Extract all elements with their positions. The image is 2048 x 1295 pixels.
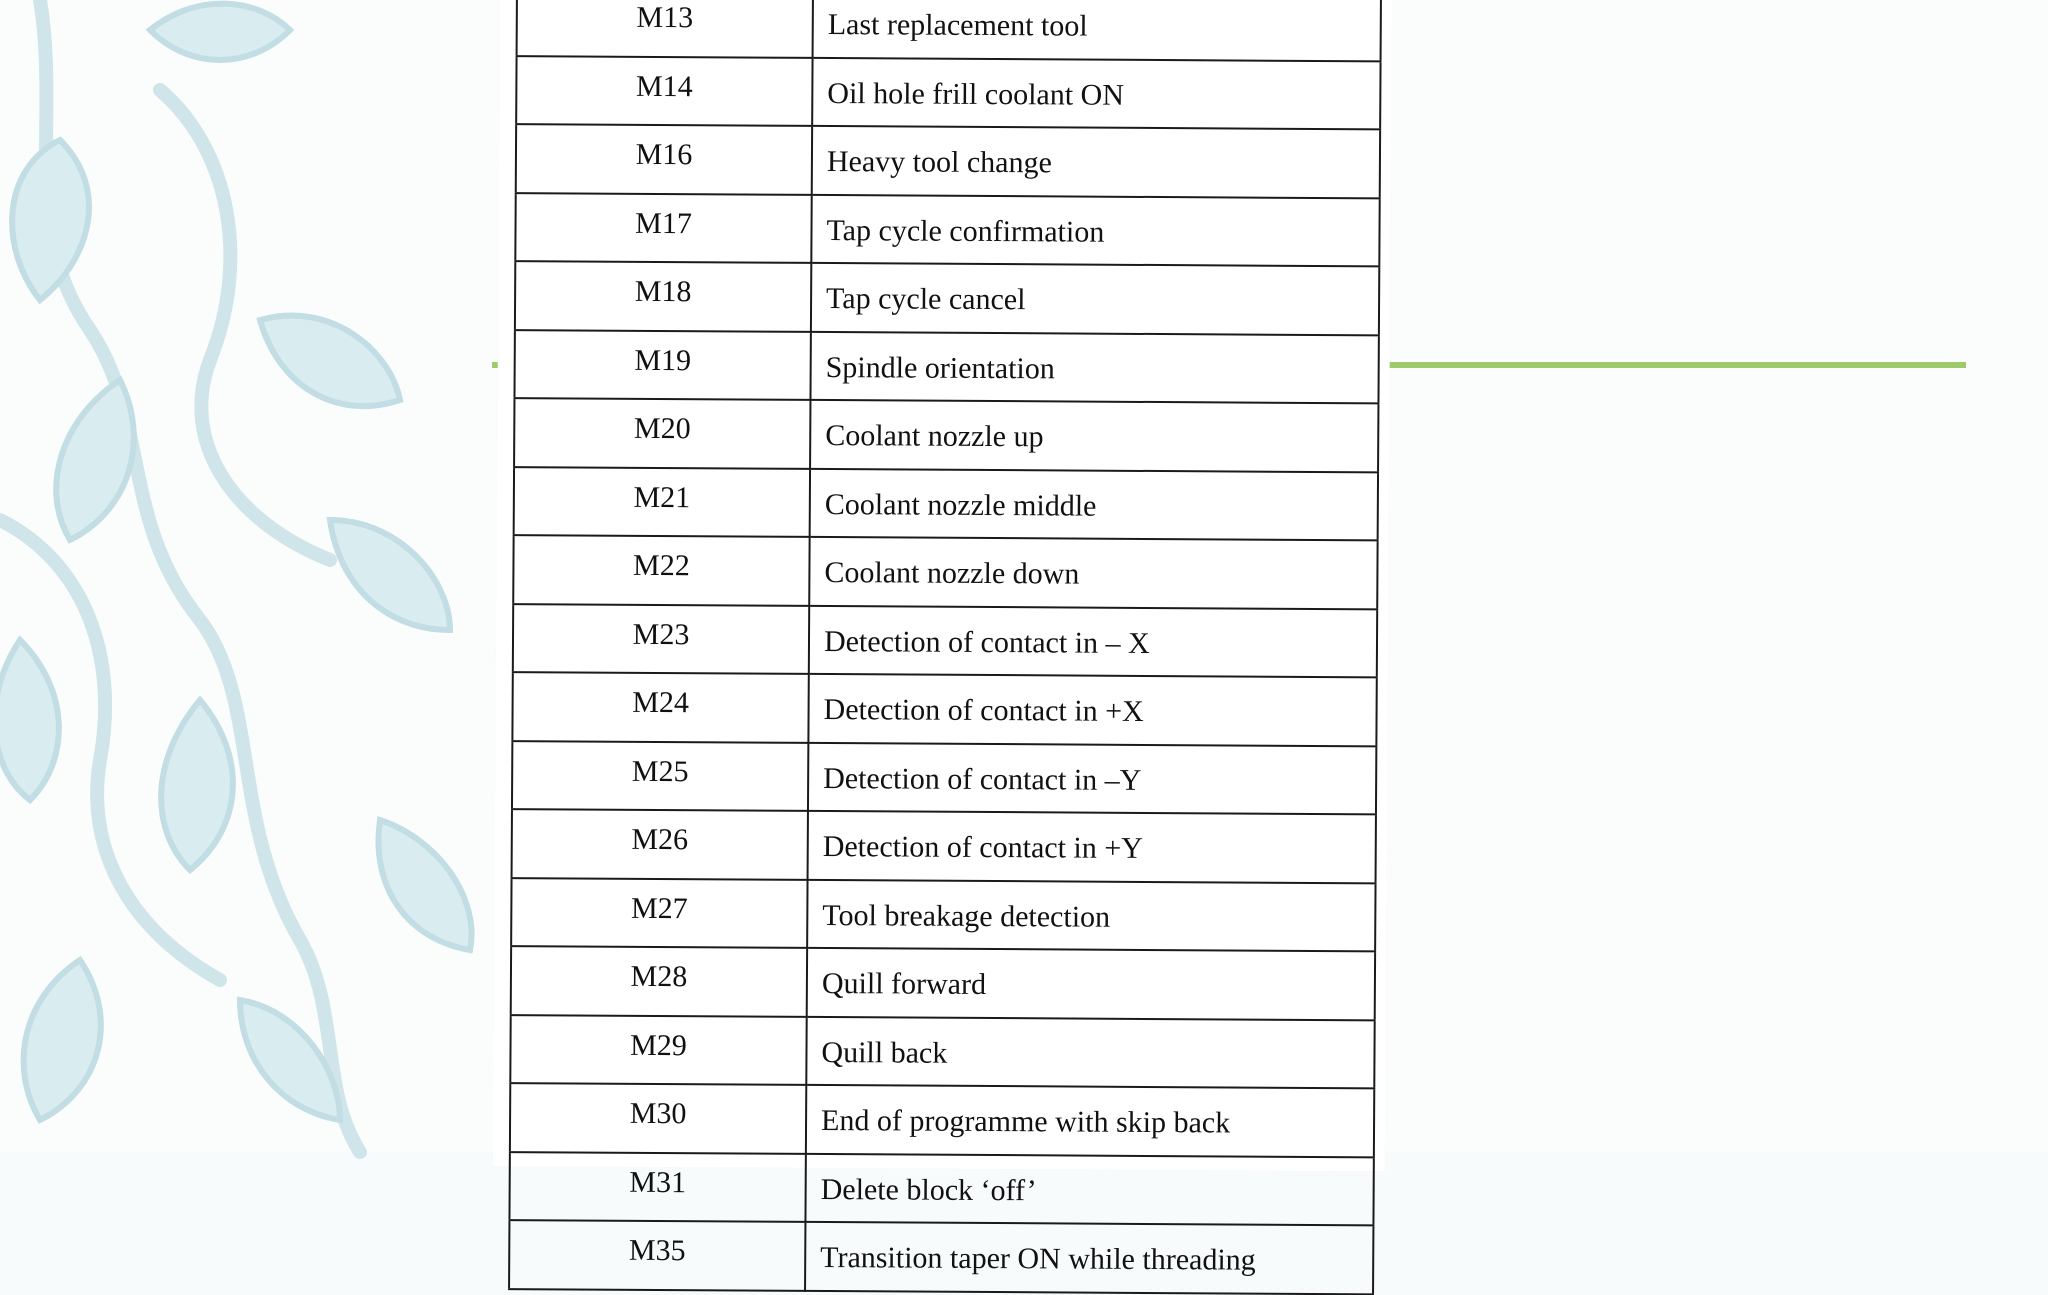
leaf-shape bbox=[24, 960, 101, 1120]
description-cell: Detection of contact in –Y bbox=[808, 742, 1376, 814]
table-row bbox=[516, 124, 1380, 198]
table-row bbox=[516, 56, 1380, 130]
table-row bbox=[513, 535, 1377, 609]
leaf-shape bbox=[161, 700, 233, 870]
table-row bbox=[511, 878, 1375, 952]
leaf-shape bbox=[150, 4, 290, 60]
leaf-shape bbox=[260, 315, 400, 406]
m-code-cell: M31 bbox=[509, 1152, 805, 1222]
description-cell: Coolant nozzle down bbox=[809, 537, 1377, 609]
table-row bbox=[517, 0, 1381, 61]
table-row bbox=[514, 398, 1378, 472]
table-row bbox=[515, 193, 1379, 267]
m-code-cell: M23 bbox=[513, 604, 809, 674]
table-row bbox=[509, 1152, 1373, 1226]
description-cell: Oil hole frill coolant ON bbox=[812, 57, 1380, 129]
table-row bbox=[512, 672, 1376, 746]
m-code-cell: M35 bbox=[509, 1220, 805, 1290]
m-code-table bbox=[508, 0, 1382, 1295]
table-row bbox=[515, 261, 1379, 335]
description-cell: Detection of contact in – X bbox=[809, 605, 1377, 677]
table-row bbox=[514, 330, 1378, 404]
m-code-cell: M20 bbox=[514, 398, 810, 468]
m-code-cell: M16 bbox=[516, 124, 812, 194]
m-code-cell: M24 bbox=[512, 672, 808, 742]
description-cell: End of programme with skip back bbox=[806, 1085, 1374, 1157]
leaf-shape bbox=[378, 820, 471, 950]
table-row bbox=[514, 467, 1378, 541]
description-cell: Tap cycle confirmation bbox=[811, 194, 1379, 266]
m-code-cell: M25 bbox=[512, 741, 808, 811]
m-code-cell: M13 bbox=[517, 0, 813, 57]
description-cell: Coolant nozzle middle bbox=[810, 468, 1378, 540]
leaf-shape bbox=[0, 640, 59, 800]
table-row bbox=[509, 1220, 1373, 1294]
description-cell: Coolant nozzle up bbox=[810, 400, 1378, 472]
leaf-shape bbox=[330, 520, 450, 630]
table-row bbox=[511, 946, 1375, 1020]
leaf-shape bbox=[56, 380, 134, 540]
scanned-page bbox=[493, 0, 1392, 1277]
m-code-cell: M21 bbox=[514, 467, 810, 537]
m-code-cell: M26 bbox=[512, 809, 808, 879]
description-cell: Tool breakage detection bbox=[807, 879, 1375, 951]
table-row bbox=[513, 604, 1377, 678]
table-row bbox=[510, 1015, 1374, 1089]
table-row bbox=[512, 809, 1376, 883]
m-code-cell: M22 bbox=[513, 535, 809, 605]
m-code-cell: M14 bbox=[516, 56, 812, 126]
floral-decoration bbox=[0, 0, 560, 1152]
description-cell: Detection of contact in +Y bbox=[808, 811, 1376, 883]
table-row bbox=[510, 1083, 1374, 1157]
m-code-cell: M29 bbox=[510, 1015, 806, 1085]
description-cell: Last replacement tool bbox=[813, 0, 1381, 61]
accent-line-right bbox=[1384, 362, 1966, 368]
description-cell: Delete block ‘off’ bbox=[805, 1153, 1373, 1225]
m-code-cell: M18 bbox=[515, 261, 811, 331]
description-cell: Heavy tool change bbox=[812, 126, 1380, 198]
m-code-cell: M28 bbox=[511, 946, 807, 1016]
m-code-cell: M27 bbox=[511, 878, 807, 948]
description-cell: Quill back bbox=[806, 1016, 1374, 1088]
m-code-cell: M30 bbox=[510, 1083, 806, 1153]
table-row bbox=[512, 741, 1376, 815]
description-cell: Spindle orientation bbox=[810, 331, 1378, 403]
description-cell: Transition taper ON while threading bbox=[805, 1222, 1373, 1294]
m-code-cell: M17 bbox=[515, 193, 811, 263]
m-code-cell: M19 bbox=[514, 330, 810, 400]
description-cell: Detection of contact in +X bbox=[808, 674, 1376, 746]
leaf-shape bbox=[12, 140, 89, 300]
description-cell: Tap cycle cancel bbox=[811, 263, 1379, 335]
description-cell: Quill forward bbox=[807, 948, 1375, 1020]
